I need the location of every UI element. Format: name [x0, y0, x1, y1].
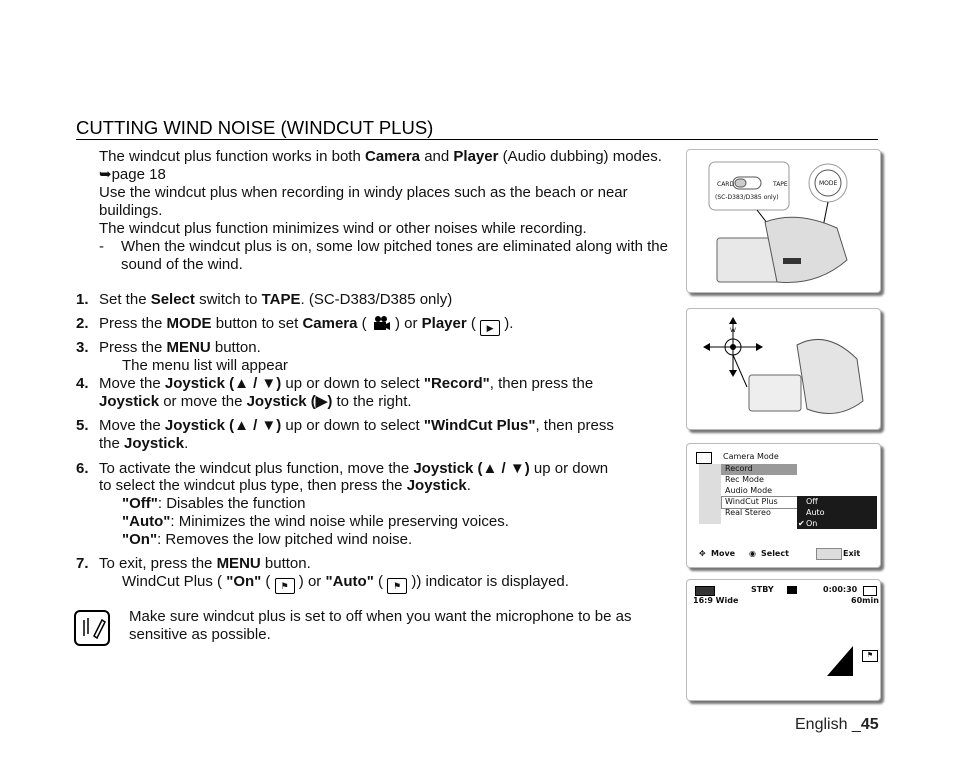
card-label: CARD — [717, 181, 735, 188]
w-label: W — [730, 327, 736, 334]
player-mode-icon: ▶ — [480, 320, 500, 336]
time-counter: 0:00:30 — [823, 585, 858, 594]
menu-item-record[interactable]: Record — [725, 464, 753, 473]
note-pencil-icon — [74, 610, 110, 646]
exit-button-icon — [816, 548, 842, 560]
aspect-indicator: 16:9 Wide — [693, 596, 739, 605]
select-hint-icon: ◉ — [749, 549, 756, 558]
joystick-illustration — [686, 308, 881, 430]
battery-icon — [695, 586, 715, 596]
intro-paragraph-2: Use the windcut plus when recording in windy places such as the beach or near buildings. — [99, 184, 628, 219]
pointer-arrow-icon — [827, 646, 853, 676]
page-ref-arrow-icon: ➥ — [99, 166, 112, 183]
camcorder-switch-illustration — [686, 149, 881, 293]
page-footer: English _45 — [795, 716, 879, 733]
menu-header: Camera Mode — [723, 452, 779, 461]
option-on[interactable]: On — [806, 519, 818, 528]
note-text: Make sure windcut plus is set to off when you want the microphone to be as sensitive as possible. — [129, 608, 632, 643]
tape-icon — [863, 586, 877, 596]
camera-mode-menu-icon — [696, 452, 712, 464]
remaining-time: 60min — [851, 596, 879, 605]
tape-label: TAPE — [773, 181, 788, 188]
windcut-auto-icon: ⚑ — [387, 578, 407, 594]
move-hint-icon: ✥ — [699, 549, 706, 558]
stby-indicator: STBY — [751, 585, 774, 594]
camera-mode-icon — [371, 315, 391, 329]
menu-item-real-stereo[interactable]: Real Stereo — [725, 508, 771, 517]
page-title: CUTTING WIND NOISE (WINDCUT PLUS) — [76, 117, 434, 138]
mode-label: MODE — [819, 180, 838, 187]
intro-dash-item: - When the windcut plus is on, some low pitched tones are eliminated along with the sound of the wind. — [99, 238, 668, 273]
menu-item-rec-mode[interactable]: Rec Mode — [725, 475, 764, 484]
page-reference: page 18 — [111, 166, 166, 183]
menu-item-windcut-plus[interactable]: WindCut Plus — [725, 497, 778, 506]
menu-item-audio-mode[interactable]: Audio Mode — [725, 486, 773, 495]
menu-screen — [686, 443, 881, 568]
select-hint: Select — [761, 549, 789, 558]
intro-paragraph-1: The windcut plus function works in both Camera and Player (Audio dubbing) modes. ➥page 18 — [99, 148, 662, 183]
check-icon: ✔ — [798, 519, 805, 528]
models-label: (SC-D383/D385 only) — [715, 194, 779, 201]
move-hint: Move — [711, 549, 736, 558]
option-auto[interactable]: Auto — [806, 508, 825, 517]
windcut-on-icon: ⚑ — [275, 578, 295, 594]
page-number: 45 — [860, 716, 879, 733]
exit-hint: Exit — [843, 549, 861, 558]
title-rule — [76, 139, 878, 140]
intro-paragraph-3: The windcut plus function minimizes wind or other noises while recording. — [99, 220, 587, 237]
windcut-indicator-icon: ⚑ — [862, 650, 878, 662]
osd-screen — [686, 579, 881, 701]
menu-sidebar-icons — [699, 464, 721, 524]
record-status-icon — [787, 586, 797, 594]
option-off[interactable]: Off — [806, 497, 818, 506]
intro-text — [99, 148, 674, 274]
